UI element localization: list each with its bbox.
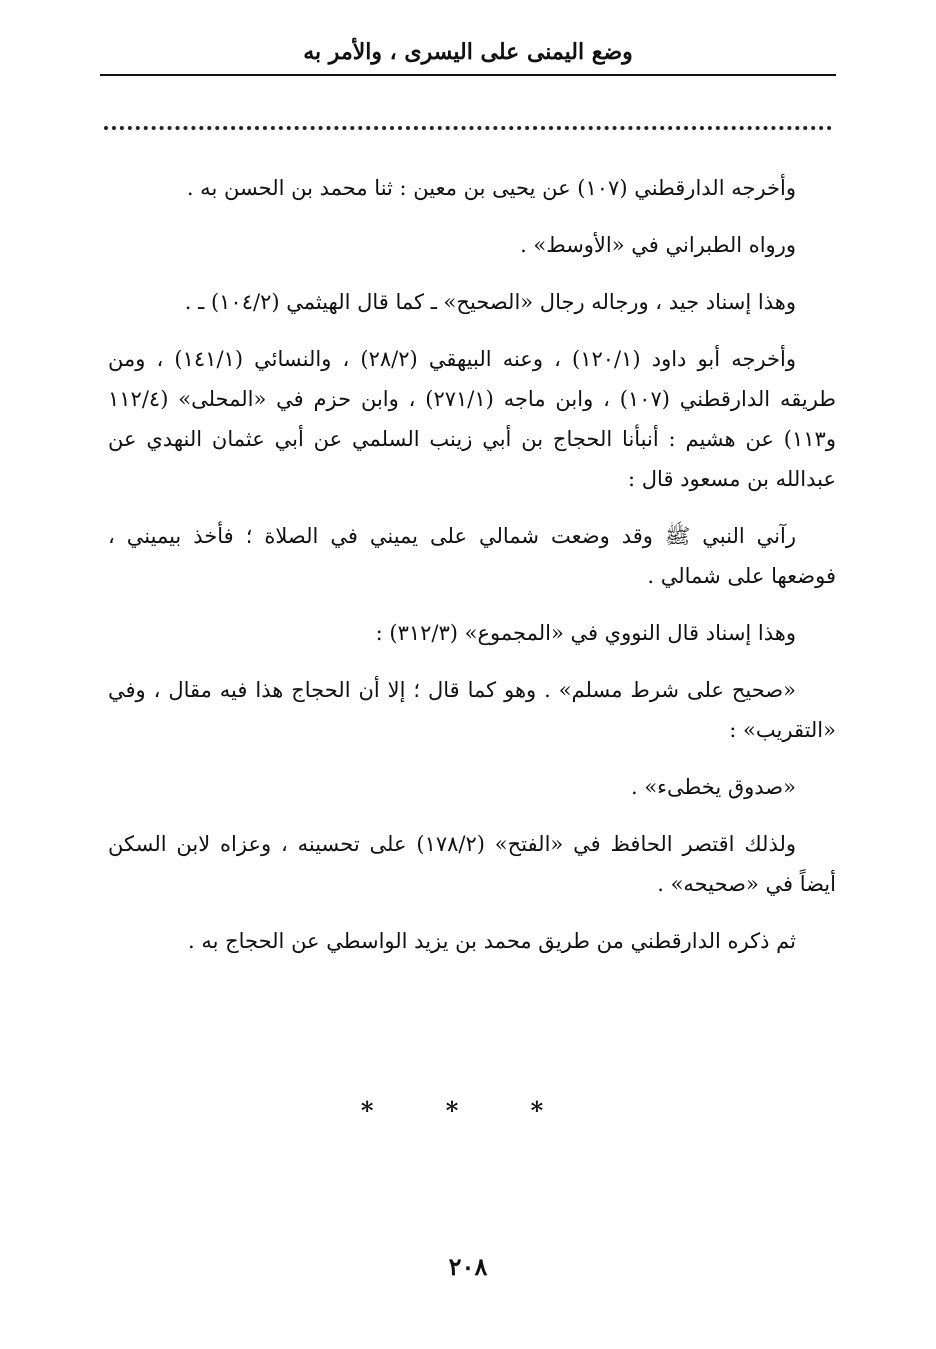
paragraph: ثم ذكره الدارقطني من طريق محمد بن يزيد الواسطي عن الحجاج به . (187, 929, 796, 953)
paragraph: «صدوق يخطىء» . (630, 775, 796, 799)
section-separator: * * * (360, 1096, 576, 1125)
page-number: ٢٠٨ (448, 1252, 488, 1281)
dotted-divider (104, 126, 832, 130)
paragraph: ولذلك اقتصر الحافظ في «الفتح» (١٧٨/٢) على تحسينه ، وعزاه لابن السكن أيضاً في «صحيحه» . (108, 832, 836, 896)
quoted-hadith: رآني النبي ﷺ وقد وضعت شمالي على يميني في الصلاة ؛ فأخذ بيميني ، فوضعها على شمالي . (108, 524, 836, 588)
paragraph: وأخرجه الدارقطني (١٠٧) عن يحيى بن معين : ثنا محمد بن الحسن به . (186, 176, 796, 200)
paragraph: وهذا إسناد جيد ، ورجاله رجال «الصحيح» ـ كما قال الهيثمي (١٠٤/٢) ـ . (184, 290, 796, 314)
paragraph: «صحيح على شرط مسلم» . وهو كما قال ؛ إلا أن الحجاج هذا فيه مقال ، وفي «التقريب» : (108, 678, 836, 742)
paragraph: ورواه الطبراني في «الأوسط» . (520, 233, 796, 257)
header-divider (100, 74, 836, 76)
paragraph: وأخرجه أبو داود (١٢٠/١) ، وعنه البيهقي (٢٨/٢) ، والنسائي (١٤١/١) ، ومن طريقه الدارقطني (١٠٧) ، وابن ماجه (٢٧١/١) ، وابن حزم في «المحلى» (١١٢/٤ و١١٣) عن هشيم : أنبأنا الحجاج بن أبي زينب السلمي عن أبي عثمان النهدي عن عبدالله بن مسعود قال : (108, 347, 836, 491)
running-header-title: وضع اليمنى على اليسرى ، والأمر به (303, 39, 633, 65)
main-text (108, 168, 836, 978)
paragraph: وهذا إسناد قال النووي في «المجموع» (٣١٢/٣) : (375, 621, 796, 645)
